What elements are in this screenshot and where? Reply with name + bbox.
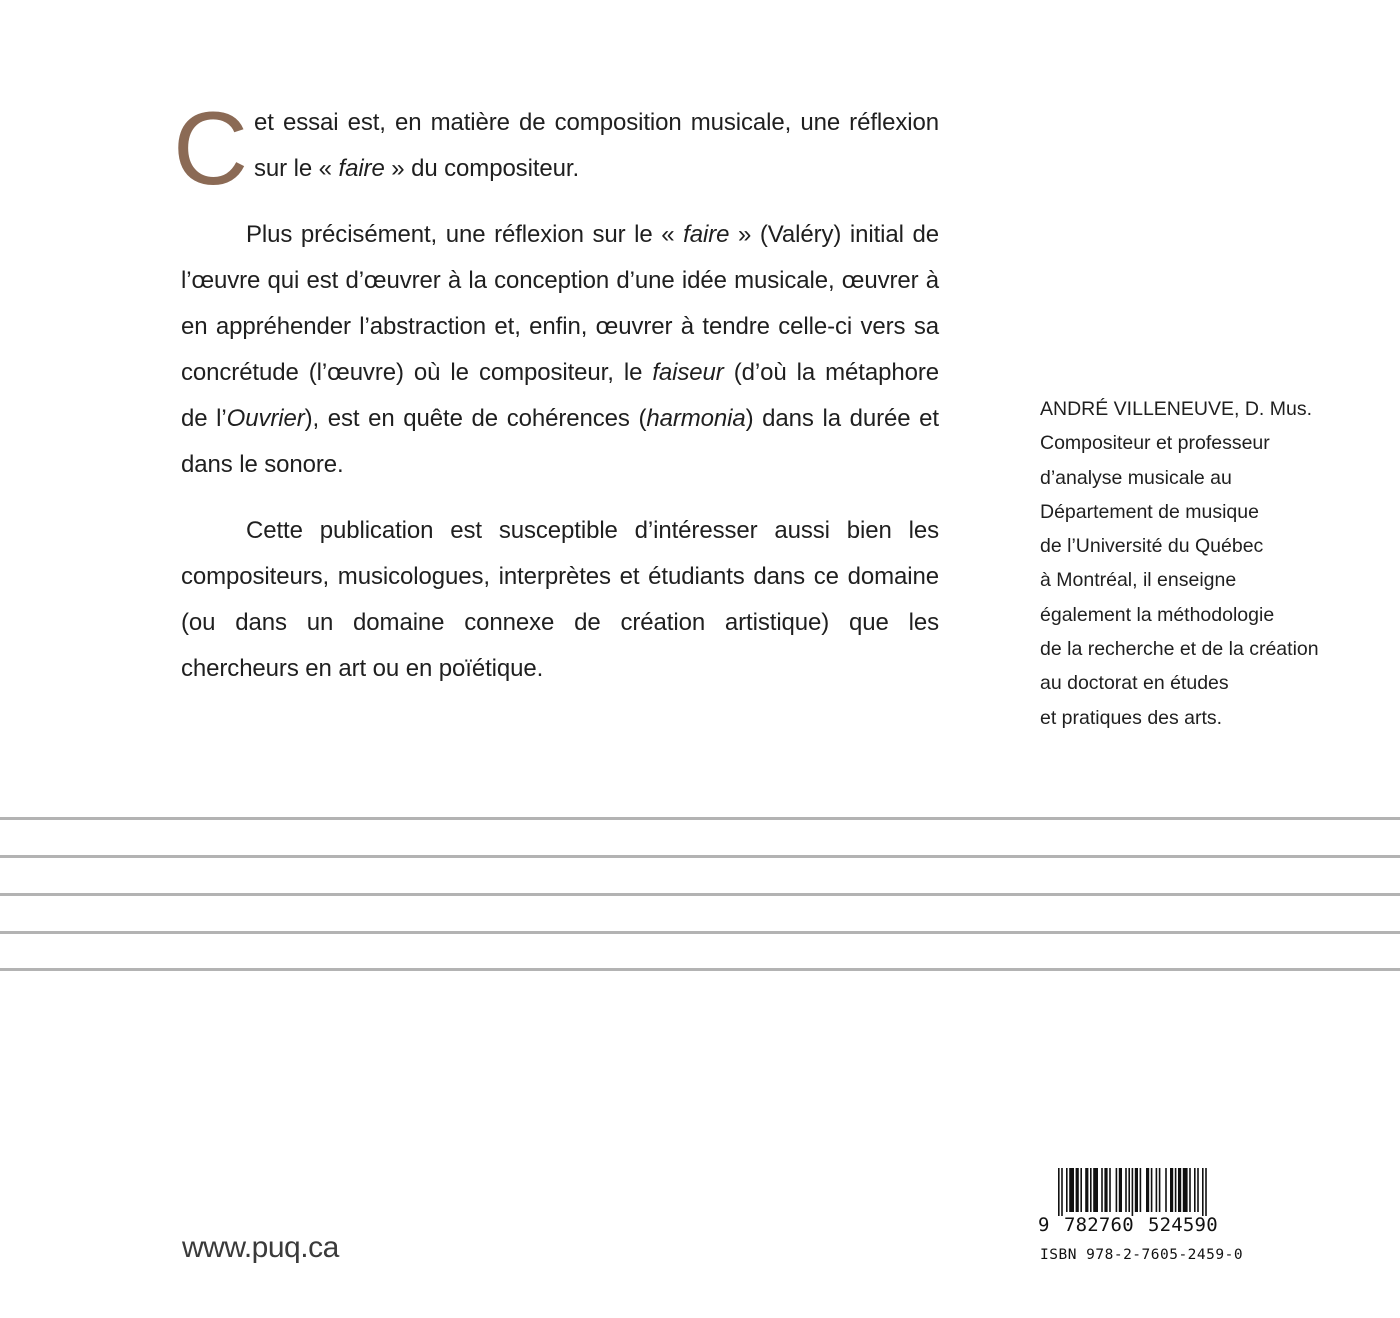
- staff-line: [0, 931, 1400, 934]
- italic-ouvrier: Ouvrier: [226, 405, 305, 432]
- author-bio-line: de la recherche et de la création: [1040, 638, 1319, 661]
- barcode-bar: [1194, 1168, 1196, 1212]
- italic-faiseur: faiseur: [652, 359, 724, 386]
- barcode-bar: [1178, 1168, 1181, 1212]
- italic-harmonia: harmonia: [646, 405, 746, 432]
- barcode-bar: [1170, 1168, 1173, 1212]
- barcode-bar: [1093, 1168, 1098, 1212]
- barcode-bar: [1104, 1168, 1107, 1212]
- author-bio-line: d’analyse musicale au: [1040, 466, 1232, 489]
- publisher-website: www.puq.ca: [182, 1231, 339, 1264]
- barcode-bar: [1165, 1168, 1167, 1212]
- author-bio-line: également la méthodologie: [1040, 603, 1275, 626]
- barcode-bar: [1189, 1168, 1191, 1212]
- barcode-bar: [1061, 1168, 1063, 1216]
- barcode-bar: [1109, 1168, 1111, 1212]
- barcode-bar: [1183, 1168, 1188, 1212]
- barcode-bar: [1146, 1168, 1149, 1212]
- barcode-bar: [1128, 1168, 1130, 1212]
- paragraph-2-text-e: ) dans la durée et dans le sonore.: [181, 405, 939, 478]
- barcode-bar: [1151, 1168, 1153, 1212]
- barcode-bar: [1175, 1168, 1177, 1212]
- barcode-bar: [1159, 1168, 1161, 1212]
- author-bio-line: et pratiques des arts.: [1040, 706, 1223, 729]
- barcode-bar: [1066, 1168, 1068, 1212]
- back-cover-blurb: [173, 91, 940, 692]
- barcode-bar: [1119, 1168, 1122, 1212]
- paragraph-1: [173, 91, 939, 207]
- author-bio-line: au doctorat en études: [1040, 672, 1229, 695]
- barcode-first-digit: 9: [1038, 1214, 1050, 1236]
- italic-faire: faire: [683, 221, 730, 248]
- barcode-bar: [1090, 1168, 1092, 1212]
- author-bio-line: ANDRÉ VILLENEUVE, D. Mus.: [1040, 398, 1312, 420]
- author-bio: [1040, 392, 1330, 735]
- barcode-bar: [1197, 1168, 1199, 1212]
- paragraph-2-text-c: (d’où la métaphore de l’: [181, 359, 939, 432]
- drop-cap: C: [173, 91, 249, 207]
- barcode-group-1: 782760: [1064, 1214, 1134, 1236]
- barcode-group-2: 524590: [1148, 1214, 1218, 1236]
- barcode-bar: [1058, 1168, 1060, 1216]
- barcode-bar: [1125, 1168, 1127, 1212]
- barcode-bar: [1085, 1168, 1088, 1212]
- paragraph-2-text-b: » (Valéry) initial de l’œuvre qui est d’œuvrer à la conception d’une idée musicale, œuvrer à en appréhender l’abstraction et, enfin, œuvrer à tendre celle-ci vers sa concrétude (l’œuvre) où le compositeur, le: [181, 221, 940, 386]
- author-bio-line: à Montréal, il enseigne: [1040, 569, 1237, 592]
- barcode-bar: [1101, 1168, 1103, 1212]
- paragraph-2: [181, 212, 939, 488]
- barcode-bar: [1080, 1168, 1082, 1212]
- barcode-bar: [1135, 1168, 1138, 1212]
- isbn-number: ISBN 978-2-7605-2459-0: [1040, 1247, 1244, 1263]
- barcode-bar: [1140, 1168, 1142, 1212]
- paragraph-2-text-a: Plus précisément, une réflexion sur le «: [246, 221, 684, 248]
- staff-line: [0, 968, 1400, 971]
- barcode-bar: [1116, 1168, 1118, 1212]
- paragraph-3: Cette publication est susceptible d’intéresser aussi bien les compositeurs, musicologues, interprètes et étudiants dans ce domaine (ou dans un domaine connexe de création artistique) que les chercheurs en art ou en poïétique.: [181, 517, 939, 682]
- author-bio-line: de l’Université du Québec: [1040, 535, 1264, 558]
- author-bio-line: Compositeur et professeur: [1040, 432, 1270, 455]
- barcode-bar: [1132, 1168, 1134, 1216]
- barcode-bar: [1156, 1168, 1158, 1212]
- staff-line: [0, 817, 1400, 820]
- staff-line: [0, 855, 1400, 858]
- paragraph-2-text-d: ), est en quête de cohérences (: [304, 405, 647, 432]
- paragraph-1-text-b: » du compositeur.: [384, 155, 580, 182]
- paragraph-1-text-a: et essai est, en matière de composition musicale, une réflexion sur le «: [254, 109, 939, 182]
- barcode-bar: [1202, 1168, 1204, 1216]
- barcode-bar: [1205, 1168, 1207, 1216]
- barcode-bar: [1076, 1168, 1079, 1212]
- italic-faire: faire: [338, 155, 385, 182]
- staff-line: [0, 893, 1400, 896]
- author-bio-line: Département de musique: [1040, 500, 1259, 523]
- barcode-bar: [1069, 1168, 1074, 1212]
